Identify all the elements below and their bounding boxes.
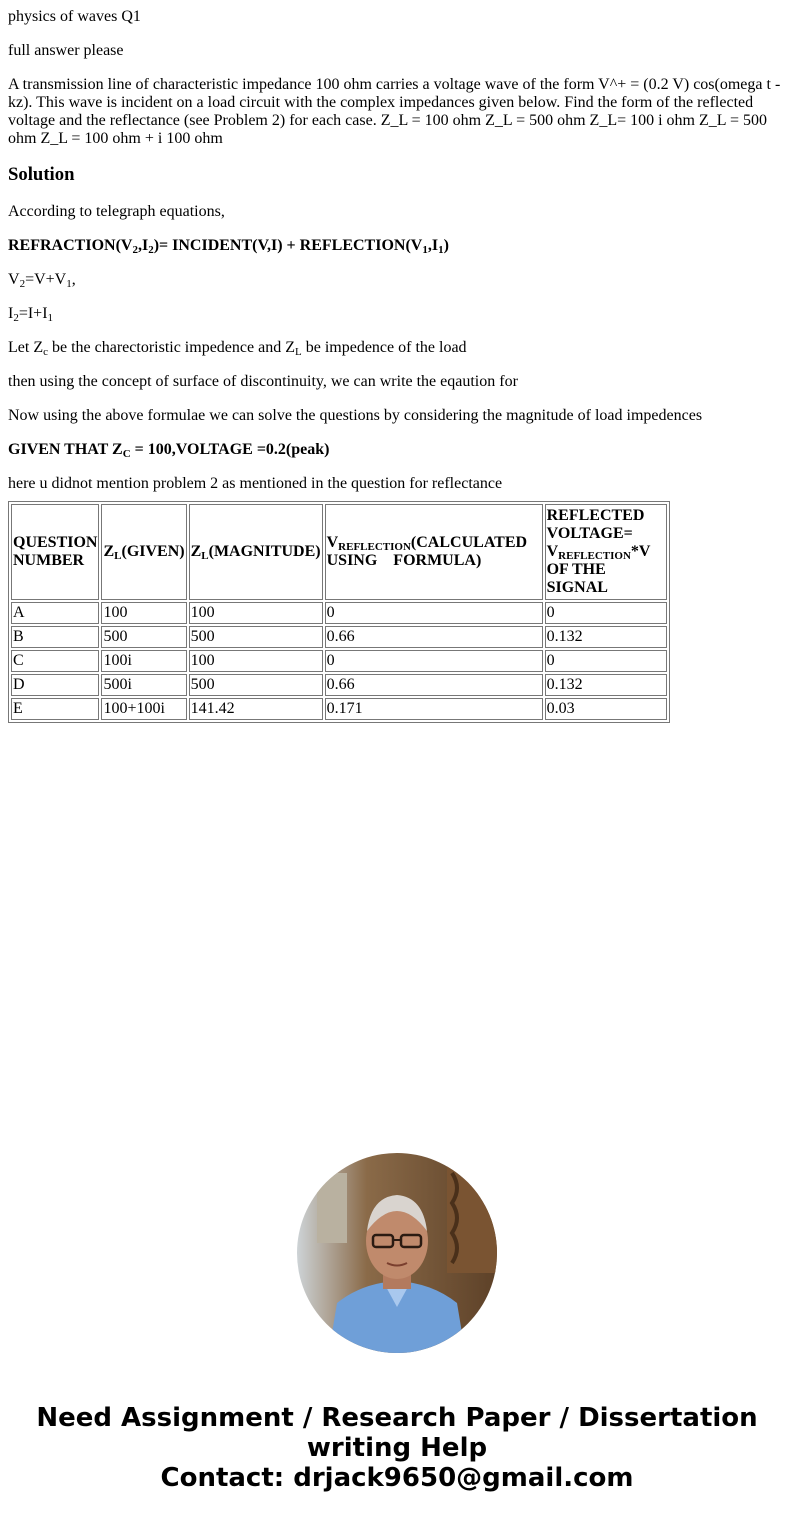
cell-reflected-voltage: 0 (545, 650, 667, 672)
table-row (11, 674, 667, 696)
impedance-definition: Let $Z_c$ be the charectoristic impedence and $Z_L$ be impedence of the load (8, 339, 467, 358)
cell-v-reflection: 0 (325, 602, 543, 624)
promo-line: Need Assignment / Research Paper / Dissertation writing Help (36, 1403, 758, 1463)
cell-reflected-voltage: 0 (545, 602, 667, 624)
solution-heading: Solution (8, 164, 75, 185)
cell-question: E (11, 698, 99, 720)
header-zl-given: $Z_L(GIVEN)$ (101, 504, 186, 600)
given-line: GIVEN THAT $Z_C$ = 100,VOLTAGE =0.2(peak) (8, 441, 330, 460)
cell-given: 100+100i (101, 698, 186, 720)
question-title: physics of waves Q1 (8, 8, 141, 25)
table-row (11, 698, 667, 720)
cell-magnitude: 100 (189, 650, 323, 672)
avatar (297, 1153, 497, 1353)
promo-footer (0, 1403, 794, 1493)
table-header-row (11, 504, 667, 600)
table-row (11, 650, 667, 672)
cell-magnitude: 500 (189, 674, 323, 696)
contact-email: Contact: drjack9650@gmail.com (160, 1463, 634, 1493)
method-line: Now using the above formulae we can solve the questions by considering the magnitude of load impedences (8, 407, 703, 424)
cell-question: B (11, 626, 99, 648)
cell-magnitude: 500 (189, 626, 323, 648)
document-body (8, 8, 786, 723)
cell-reflected-voltage: 0.132 (545, 674, 667, 696)
cell-magnitude: 141.42 (189, 698, 323, 720)
cell-question: A (11, 602, 99, 624)
answer-request: full answer please (8, 42, 124, 59)
note-line: here u didnot mention problem 2 as mentioned in the question for reflectance (8, 475, 503, 492)
table-row (11, 602, 667, 624)
cell-v-reflection: 0.171 (325, 698, 543, 720)
cell-question: D (11, 674, 99, 696)
cell-v-reflection: 0.66 (325, 674, 543, 696)
voltage-equation: $V_2=V+V_1$, (8, 271, 76, 290)
header-v-reflection: $V_{REFLECTION}(CALCULATED$ USING FORMULA) (325, 504, 543, 600)
cell-v-reflection: 0 (325, 650, 543, 672)
header-question-number: QUESTION NUMBER (11, 504, 99, 600)
solution-intro: According to telegraph equations, (8, 203, 225, 220)
concept-line: then using the concept of surface of discontinuity, we can write the eqaution for (8, 373, 518, 390)
cell-given: 500i (101, 674, 186, 696)
tutor-portrait-image (297, 1153, 497, 1353)
cell-v-reflection: 0.66 (325, 626, 543, 648)
cell-given: 500 (101, 626, 186, 648)
cell-given: 100i (101, 650, 186, 672)
table-row (11, 626, 667, 648)
current-equation: $I_2=I+I_1$ (8, 305, 54, 324)
cell-question: C (11, 650, 99, 672)
cell-magnitude: 100 (189, 602, 323, 624)
main-equation: $REFRACTION(V_2,I_2)=$ INCIDENT(V,I) + $REFLECTION(V_1,I_1)$ (8, 237, 449, 256)
results-table (8, 501, 670, 723)
cell-reflected-voltage: 0.03 (545, 698, 667, 720)
cell-reflected-voltage: 0.132 (545, 626, 667, 648)
question-text: A transmission line of characteristic impedance 100 ohm carries a voltage wave of the form V^+ = (0.2 V) cos(omega t - kz). This wave is incident on a load circuit with the complex impedances given below. Find the form of the reflected voltage and the reflectance (see Problem 2) for each case. Z_L = 100 ohm Z_L = 500 ohm Z_L= 100 i ohm Z_L = 500 ohm Z_L = 100 ohm + i 100 ohm (8, 76, 781, 147)
header-zl-magnitude: $Z_L(MAGNITUDE)$ (189, 504, 323, 600)
cell-given: 100 (101, 602, 186, 624)
header-reflected-voltage: REFLECTED VOLTAGE= $V_{REFLECTION}*V$ OF THE SIGNAL (545, 504, 667, 600)
